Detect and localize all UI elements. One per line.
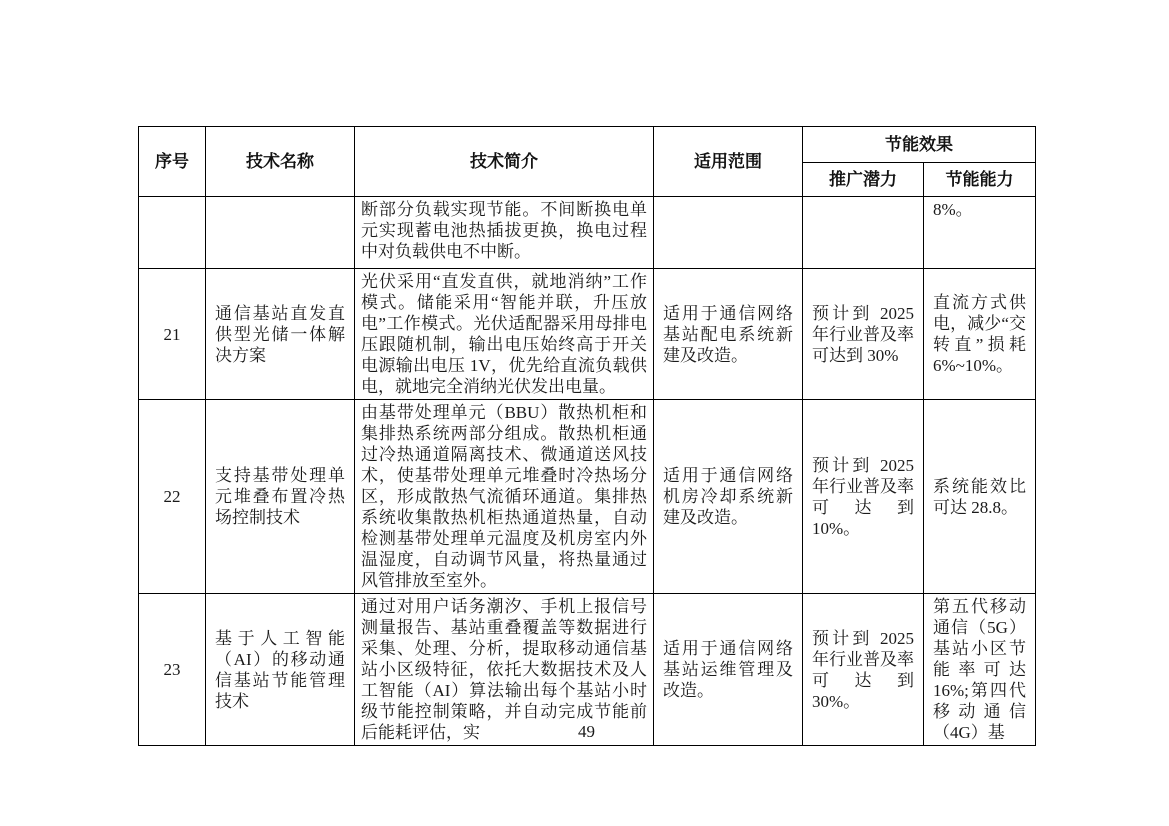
table-row-22: [139, 400, 1036, 594]
cell-capability: 系统能效比可达 28.8。: [924, 400, 1036, 594]
table-header-row-top: [139, 127, 1036, 163]
cell-name: 通信基站直发直供型光储一体解决方案: [206, 269, 355, 400]
cell-index: [139, 197, 206, 269]
cell-brief: 断部分负载实现节能。不间断换电单元实现蓄电池热插拔更换，换电过程中对负载供电不中断。: [355, 197, 654, 269]
header-brief: 技术简介: [355, 127, 654, 197]
cell-potential: [803, 197, 924, 269]
table-row-21: [139, 269, 1036, 400]
table-row-continuation: [139, 197, 1036, 269]
header-effect-group: 节能效果: [803, 127, 1036, 163]
header-scope: 适用范围: [654, 127, 803, 197]
technology-table: [138, 126, 1036, 746]
cell-name: 支持基带处理单元堆叠布置冷热场控制技术: [206, 400, 355, 594]
cell-potential: 预计到 2025 年行业普及率可达到 10%。: [803, 400, 924, 594]
cell-potential: 预计到 2025 年行业普及率可达到 30%: [803, 269, 924, 400]
cell-capability: 直流方式供电，减少“交转直”损耗 6%~10%。: [924, 269, 1036, 400]
cell-scope: [654, 197, 803, 269]
header-name: 技术名称: [206, 127, 355, 197]
cell-scope: 适用于通信网络机房冷却系统新建及改造。: [654, 400, 803, 594]
cell-brief: 通过对用户话务潮汐、手机上报信号测量报告、基站重叠覆盖等数据进行采集、处理、分析，提取移动通信基站小区级特征，依托大数据技术及人工智能（AI）算法输出每个基站小时级节能控制策略，并自动完成节能前后能耗评估，实: [355, 594, 654, 746]
cell-potential: 预计到 2025 年行业普及率可达到 30%。: [803, 594, 924, 746]
cell-name: [206, 197, 355, 269]
header-potential: 推广潜力: [803, 163, 924, 197]
cell-brief: 由基带处理单元（BBU）散热机柜和集排热系统两部分组成。散热机柜通过冷热通道隔离技术、微通道送风技术，使基带处理单元堆叠时冷热场分区，形成散热气流循环通道。集排热系统收集散热机柜热通道热量，自动检测基带处理单元温度及机房室内外温湿度，自动调节风量，将热量通过风管排放至室外。: [355, 400, 654, 594]
cell-name: 基于人工智能（AI）的移动通信基站节能管理技术: [206, 594, 355, 746]
header-index: 序号: [139, 127, 206, 197]
cell-index: 21: [139, 269, 206, 400]
cell-index: 22: [139, 400, 206, 594]
page-number: 49: [578, 722, 595, 741]
cell-scope: 适用于通信网络基站运维管理及改造。: [654, 594, 803, 746]
cell-capability: 第五代移动通信（5G）基站小区节能率可达 16%;第四代移动通信（4G）基: [924, 594, 1036, 746]
cell-capability: 8%。: [924, 197, 1036, 269]
cell-index: 23: [139, 594, 206, 746]
cell-brief: 光伏采用“直发直供，就地消纳”工作模式。储能采用“智能并联，升压放电”工作模式。光伏适配器采用母排电压跟随机制，输出电压始终高于开关电源输出电压 1V，优先给直流负载供电，就地完全消纳光伏发出电量。: [355, 269, 654, 400]
cell-scope: 适用于通信网络基站配电系统新建及改造。: [654, 269, 803, 400]
header-capability: 节能能力: [924, 163, 1036, 197]
